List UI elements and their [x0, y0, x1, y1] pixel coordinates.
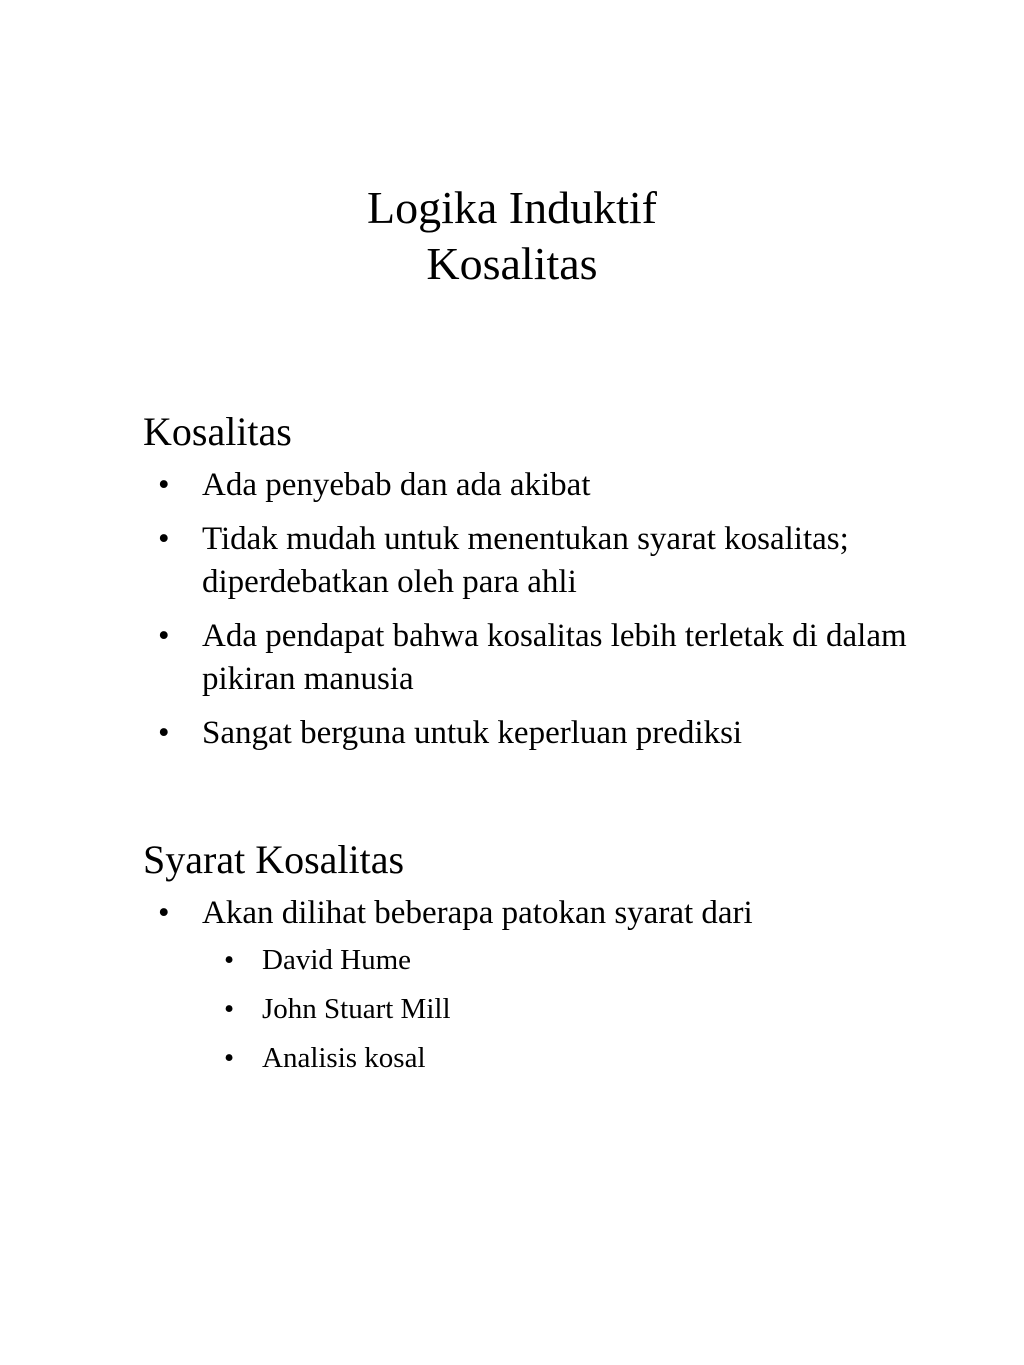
- sub-list-item-text: John Stuart Mill: [262, 993, 451, 1025]
- list-item: [143, 892, 943, 1077]
- bullet-icon: •: [224, 944, 235, 976]
- sub-list-item: [202, 990, 943, 1028]
- bullet-icon: •: [224, 1042, 235, 1074]
- list-item-text: Akan dilihat beberapa patokan syarat dari: [202, 895, 753, 931]
- bullet-icon: •: [224, 993, 235, 1025]
- bullet-icon: •: [158, 715, 170, 751]
- section-heading: Kosalitas: [143, 409, 292, 454]
- list-item: [143, 712, 943, 755]
- list-item: [143, 615, 943, 701]
- list-item-text: Ada penyebab dan ada akibat: [202, 467, 591, 503]
- title-line-2: Kosalitas: [426, 238, 598, 289]
- sub-list-item: [202, 941, 943, 979]
- bullet-icon: •: [158, 618, 170, 654]
- section-kosalitas: [143, 408, 943, 766]
- bullet-list: [143, 892, 943, 1077]
- sub-list-item: [202, 1039, 943, 1077]
- slide-title: [0, 180, 1024, 292]
- list-item-text: Ada pendapat bahwa kosalitas lebih terletak di dalam pikiran manusia: [202, 618, 907, 697]
- sub-bullet-list: [202, 941, 943, 1077]
- list-item-text: Sangat berguna untuk keperluan prediksi: [202, 715, 743, 751]
- list-item: [143, 518, 943, 604]
- list-item: [143, 464, 943, 507]
- title-line-1: Logika Induktif: [367, 182, 657, 233]
- section-heading: Syarat Kosalitas: [143, 837, 405, 882]
- sub-list-item-text: David Hume: [262, 944, 411, 976]
- section-syarat-kosalitas: [143, 836, 943, 1088]
- sub-list-item-text: Analisis kosal: [262, 1042, 426, 1074]
- bullet-list: [143, 464, 943, 755]
- bullet-icon: •: [158, 895, 170, 931]
- list-item-text: Tidak mudah untuk menentukan syarat kosalitas; diperdebatkan oleh para ahli: [202, 521, 849, 600]
- bullet-icon: •: [158, 467, 170, 503]
- bullet-icon: •: [158, 521, 170, 557]
